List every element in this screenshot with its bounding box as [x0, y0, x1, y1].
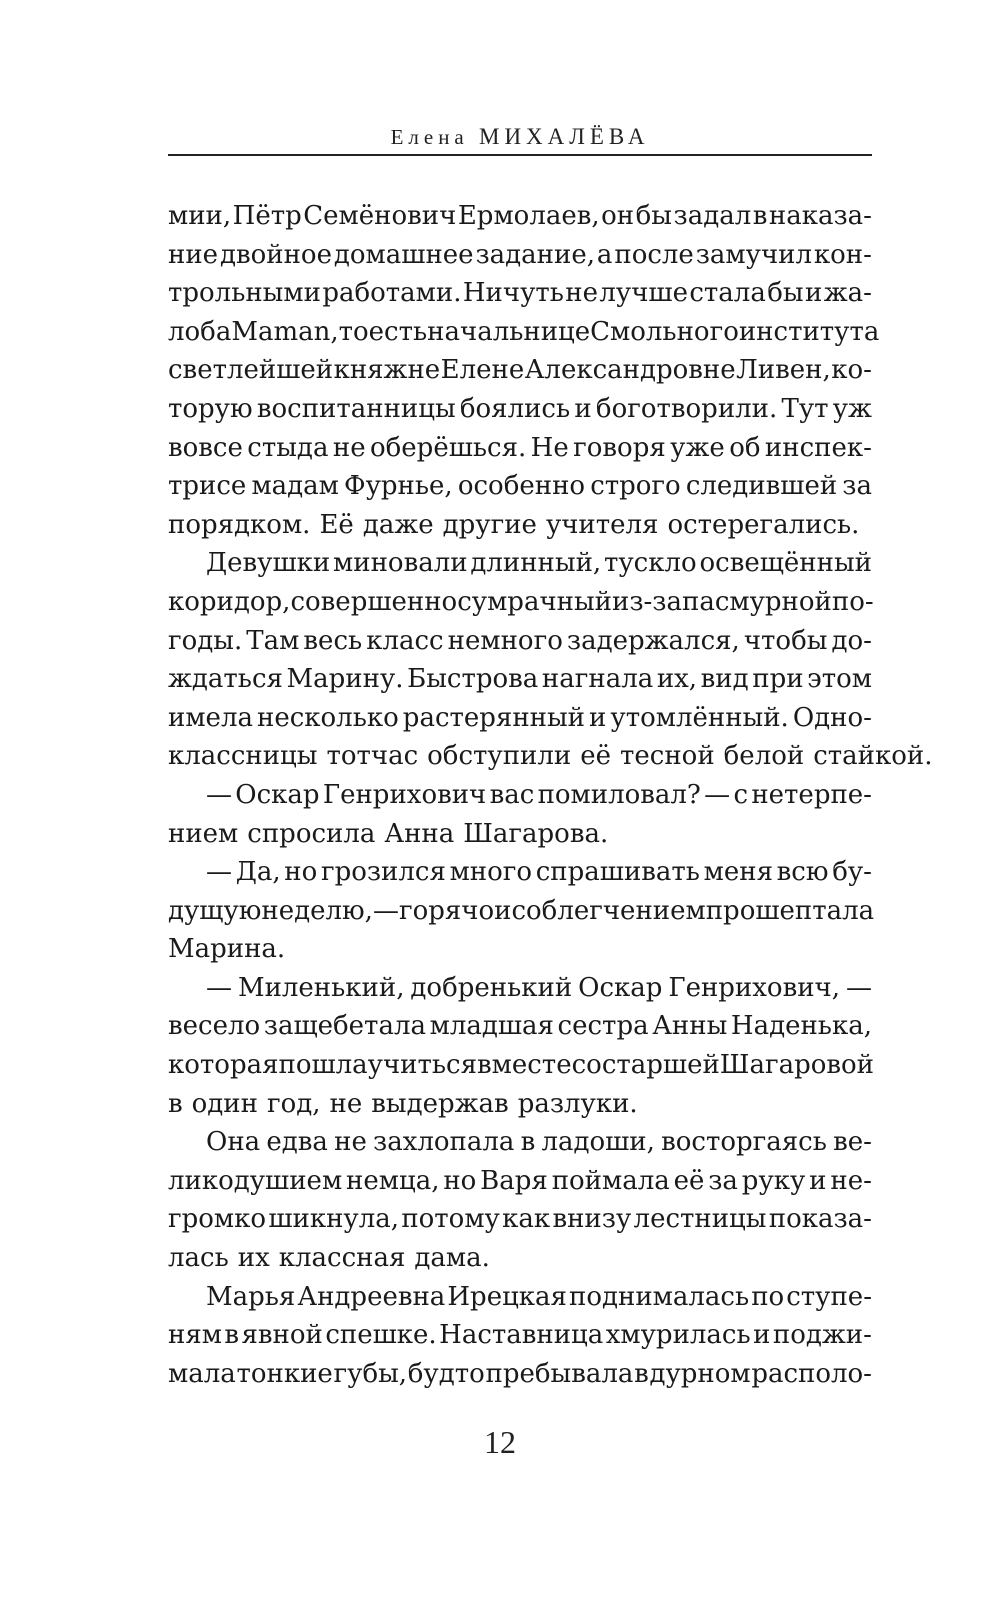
- word: пошла: [278, 1050, 368, 1081]
- word: ждаться: [168, 664, 283, 695]
- text-line: [168, 583, 872, 622]
- word: восторгаясь: [661, 1127, 827, 1158]
- word: захлопала: [373, 1127, 515, 1158]
- text-line: [168, 660, 872, 699]
- word: Одно-: [792, 702, 872, 733]
- word: несколько: [257, 702, 399, 733]
- text-line: [168, 1200, 872, 1239]
- word: нагнала: [541, 664, 654, 695]
- word: спрашивать: [535, 857, 700, 888]
- word: Шагаровой: [719, 1050, 875, 1081]
- word: в: [520, 1127, 536, 1158]
- word: и: [589, 702, 607, 733]
- word: нетерпе-: [751, 779, 872, 810]
- word: стыда: [247, 432, 329, 463]
- word: Александровне: [524, 355, 736, 386]
- word: уж: [832, 393, 872, 424]
- word: Марину.: [286, 664, 404, 695]
- word: Ирецкая: [447, 1281, 567, 1312]
- word: годы.: [168, 625, 243, 656]
- word: стайкой.: [813, 741, 933, 772]
- word: немного: [447, 625, 563, 656]
- word: даже: [362, 509, 434, 540]
- word: со: [571, 1050, 602, 1081]
- word: потому: [401, 1204, 500, 1235]
- word: начальнице: [427, 316, 591, 347]
- word: Семёнович: [303, 201, 457, 231]
- word: нием: [168, 818, 239, 849]
- word: длинный,: [470, 548, 602, 579]
- word: шикнула,: [268, 1204, 400, 1235]
- word: растерянный: [402, 702, 585, 733]
- word: —: [372, 895, 399, 926]
- word: не: [329, 1088, 363, 1119]
- word: следившей: [685, 471, 838, 502]
- word: классная: [278, 1243, 406, 1274]
- word: уже: [670, 432, 725, 463]
- word: которая: [168, 1050, 279, 1081]
- word: Оскар: [235, 779, 320, 810]
- word: немца,: [346, 1165, 440, 1196]
- word: а: [596, 239, 613, 270]
- word: сестра: [557, 1011, 649, 1042]
- word: говоря: [573, 432, 666, 463]
- word: коридор,: [168, 586, 291, 617]
- text-line: [168, 969, 872, 1008]
- word: Её: [319, 509, 354, 540]
- word: облегчением: [526, 895, 706, 926]
- word: хмурилась: [605, 1320, 751, 1351]
- word: Генрихович,: [668, 972, 840, 1003]
- text-line: [168, 544, 872, 583]
- word: ко-: [831, 355, 872, 386]
- word: пасмурной: [681, 586, 832, 617]
- word: как: [502, 1204, 551, 1235]
- word: её: [673, 1165, 705, 1196]
- text-line: [168, 892, 875, 931]
- word: добренький: [410, 972, 573, 1003]
- word: стала: [689, 278, 766, 309]
- word: строго: [590, 471, 681, 502]
- word: сумрачный: [457, 586, 612, 617]
- text-line: [168, 1239, 872, 1278]
- author-first-name: Елена: [390, 125, 469, 149]
- author-surname: МИХАЛЁВА: [479, 124, 650, 149]
- word: спросила: [247, 818, 376, 849]
- text-line: [168, 1278, 872, 1317]
- word: лучше: [599, 278, 688, 309]
- word: меня: [703, 857, 773, 888]
- word: внизу: [552, 1204, 632, 1235]
- text-line: [168, 930, 872, 969]
- word: лась: [168, 1243, 229, 1274]
- text-line: [168, 429, 872, 468]
- word: имела: [168, 702, 253, 733]
- word: будто: [407, 1358, 485, 1389]
- word: показа-: [768, 1204, 872, 1235]
- word: —: [206, 779, 232, 810]
- word: в: [168, 1088, 183, 1119]
- word: прошептала: [705, 895, 875, 926]
- word: Она: [206, 1127, 261, 1158]
- word: тонкие: [236, 1358, 333, 1389]
- word: тесной: [620, 741, 715, 772]
- word: инспек-: [764, 432, 872, 463]
- word: с: [511, 895, 527, 926]
- word: и: [574, 393, 592, 424]
- word: неделю,: [261, 895, 373, 926]
- word: после: [614, 239, 694, 270]
- word: не: [334, 1127, 367, 1158]
- text-line: [168, 313, 880, 352]
- word: всю: [776, 857, 829, 888]
- word: трольными: [168, 278, 321, 309]
- word: Андреевна: [297, 1281, 446, 1312]
- word: спешке.: [325, 1320, 437, 1351]
- word: и: [753, 1320, 771, 1351]
- word: задал: [673, 201, 752, 231]
- word: и: [804, 278, 823, 309]
- word: Анны: [652, 1011, 728, 1042]
- text-line: [168, 197, 872, 236]
- word: грозился: [320, 857, 446, 888]
- word: помиловал?: [537, 779, 701, 810]
- word: классницы: [168, 741, 318, 772]
- word: боялись: [459, 393, 571, 424]
- word: светлейшей: [168, 355, 334, 386]
- word: чтобы: [743, 625, 828, 656]
- word: явной: [241, 1320, 323, 1351]
- text-line: [168, 1123, 872, 1162]
- word: в: [224, 1320, 240, 1351]
- word: Быстрова: [407, 664, 539, 695]
- word: едва: [266, 1127, 328, 1158]
- word: Шагарова.: [463, 818, 609, 849]
- word: их,: [656, 664, 698, 695]
- word: в: [752, 201, 768, 231]
- text-line: [168, 853, 872, 892]
- word: есть: [368, 316, 428, 347]
- text-line: [168, 506, 872, 545]
- word: Елене: [440, 355, 525, 386]
- word: задержался,: [566, 625, 740, 656]
- word: но: [443, 1165, 477, 1196]
- text-line: [168, 274, 872, 313]
- word: один: [191, 1088, 258, 1119]
- word: много: [449, 857, 533, 888]
- word: Там: [246, 625, 300, 656]
- word: до-: [831, 625, 872, 656]
- text-line: [168, 351, 872, 390]
- word: дурном: [649, 1358, 751, 1389]
- word: весело: [168, 1011, 261, 1042]
- word: бы: [635, 201, 673, 231]
- word: за: [708, 1165, 738, 1196]
- word: замучил: [695, 239, 812, 270]
- word: тотчас: [326, 741, 419, 772]
- word: остерегались.: [667, 509, 860, 540]
- word: выдержав: [371, 1088, 509, 1119]
- word: в: [634, 1358, 649, 1389]
- word: лоба: [168, 316, 232, 347]
- word: освещённый: [699, 548, 872, 579]
- word: Марина.: [168, 934, 286, 965]
- word: Ничуть: [462, 278, 564, 309]
- word: вовсе: [168, 432, 243, 463]
- word: руку: [741, 1165, 806, 1196]
- word: их: [237, 1243, 270, 1274]
- word: —: [704, 779, 731, 810]
- word: вместе: [477, 1050, 572, 1081]
- word: обступили: [427, 741, 572, 772]
- word: младшая: [429, 1011, 554, 1042]
- text-line: [168, 1046, 875, 1085]
- word: боготворили.: [595, 393, 778, 424]
- word: совершенно: [290, 586, 458, 617]
- page-number: 12: [484, 1424, 516, 1460]
- word: и: [494, 895, 512, 926]
- body-text: [168, 197, 933, 1393]
- word: оберёшься.: [369, 432, 527, 463]
- word: княжне: [333, 355, 441, 386]
- word: Фурнье,: [344, 471, 453, 502]
- word: Оскар: [578, 972, 663, 1003]
- word: двойное: [219, 239, 332, 270]
- word: мала: [168, 1358, 236, 1389]
- word: особенно: [457, 471, 586, 502]
- word: по: [751, 1281, 785, 1312]
- header-rule: [168, 154, 872, 156]
- word: и: [809, 1165, 827, 1196]
- word: кон-: [813, 239, 872, 270]
- text-line: [168, 815, 872, 854]
- word: —: [206, 857, 232, 888]
- word: Да,: [235, 857, 281, 888]
- word: порядком.: [168, 509, 311, 540]
- word: вас: [489, 779, 535, 810]
- word: Смольного: [590, 316, 739, 347]
- word: наказа-: [768, 201, 872, 231]
- word: Maman,: [231, 316, 339, 347]
- word: белой: [723, 741, 805, 772]
- text-line: [168, 737, 933, 776]
- word: год,: [266, 1088, 321, 1119]
- word: вид: [700, 664, 749, 695]
- word: разлуки.: [517, 1088, 638, 1119]
- word: учиться: [367, 1050, 477, 1081]
- word: громко: [168, 1204, 267, 1235]
- text-line: [168, 1162, 872, 1201]
- word: Генрихович: [322, 779, 487, 810]
- word: —: [845, 972, 872, 1003]
- word: поджи-: [772, 1320, 872, 1351]
- text-line: [168, 1316, 872, 1355]
- word: располо-: [751, 1358, 872, 1389]
- word: Не: [530, 432, 569, 463]
- word: бы: [767, 278, 804, 309]
- text-line: [168, 467, 872, 506]
- word: пребывала: [485, 1358, 634, 1389]
- word: Ермолаев,: [457, 201, 600, 231]
- word: ладоши,: [541, 1127, 655, 1158]
- word: Наставница: [439, 1320, 604, 1351]
- word: мадам: [251, 471, 339, 502]
- word: об: [729, 432, 761, 463]
- word: весь: [303, 625, 363, 656]
- running-head: [170, 124, 870, 150]
- word: Наденька,: [730, 1011, 872, 1042]
- word: при: [752, 664, 804, 695]
- text-line: [168, 622, 872, 661]
- word: работами.: [322, 278, 462, 309]
- word: этом: [807, 664, 872, 695]
- word: Анна: [384, 818, 455, 849]
- word: ликодушием: [168, 1165, 343, 1196]
- word: трисе: [168, 471, 247, 502]
- word: он: [601, 201, 635, 231]
- word: по-: [831, 586, 874, 617]
- text-line: [168, 1355, 872, 1394]
- word: утомлённый.: [610, 702, 789, 733]
- word: лестницы: [633, 1204, 767, 1235]
- word: за: [842, 471, 872, 502]
- text-line: [168, 390, 872, 429]
- word: не: [565, 278, 599, 309]
- word: то: [338, 316, 369, 347]
- word: задание,: [475, 239, 595, 270]
- word: воспитанницы: [256, 393, 456, 424]
- word: губы,: [333, 1358, 408, 1389]
- word: Миленький,: [237, 972, 405, 1003]
- word: поднималась: [569, 1281, 750, 1312]
- word: торую: [168, 393, 253, 424]
- word: из-за: [612, 586, 682, 617]
- word: ням: [168, 1320, 222, 1351]
- word: ве-: [833, 1127, 872, 1158]
- word: дущую: [168, 895, 262, 926]
- text-line: [168, 1085, 872, 1124]
- word: тускло: [604, 548, 697, 579]
- text-line: [168, 776, 872, 815]
- word: Марья: [206, 1281, 296, 1312]
- word: другие: [442, 509, 537, 540]
- word: домашнее: [333, 239, 474, 270]
- word: поймала: [551, 1165, 670, 1196]
- word: но: [284, 857, 318, 888]
- word: мии,: [168, 201, 232, 231]
- word: Варя: [480, 1165, 548, 1196]
- text-line: [168, 236, 872, 275]
- word: старшей: [601, 1050, 720, 1081]
- word: Пётр: [232, 201, 302, 231]
- word: с: [733, 779, 749, 810]
- word: Тут: [781, 393, 829, 424]
- word: её: [580, 741, 611, 772]
- text-line: [168, 1007, 872, 1046]
- word: учителя: [545, 509, 659, 540]
- word: Девушки: [206, 548, 331, 579]
- word: —: [206, 972, 232, 1003]
- word: защебетала: [263, 1011, 426, 1042]
- word: института: [738, 316, 880, 347]
- text-line: [168, 699, 872, 738]
- word: жа-: [823, 278, 872, 309]
- word: дама.: [414, 1243, 490, 1274]
- word: миновали: [333, 548, 468, 579]
- word: не-: [830, 1165, 872, 1196]
- word: ние: [168, 239, 219, 270]
- word: бу-: [832, 857, 872, 888]
- word: ступе-: [786, 1281, 872, 1312]
- word: Ливен,: [736, 355, 831, 386]
- word: горячо: [398, 895, 495, 926]
- word: класс: [366, 625, 444, 656]
- word: не: [332, 432, 366, 463]
